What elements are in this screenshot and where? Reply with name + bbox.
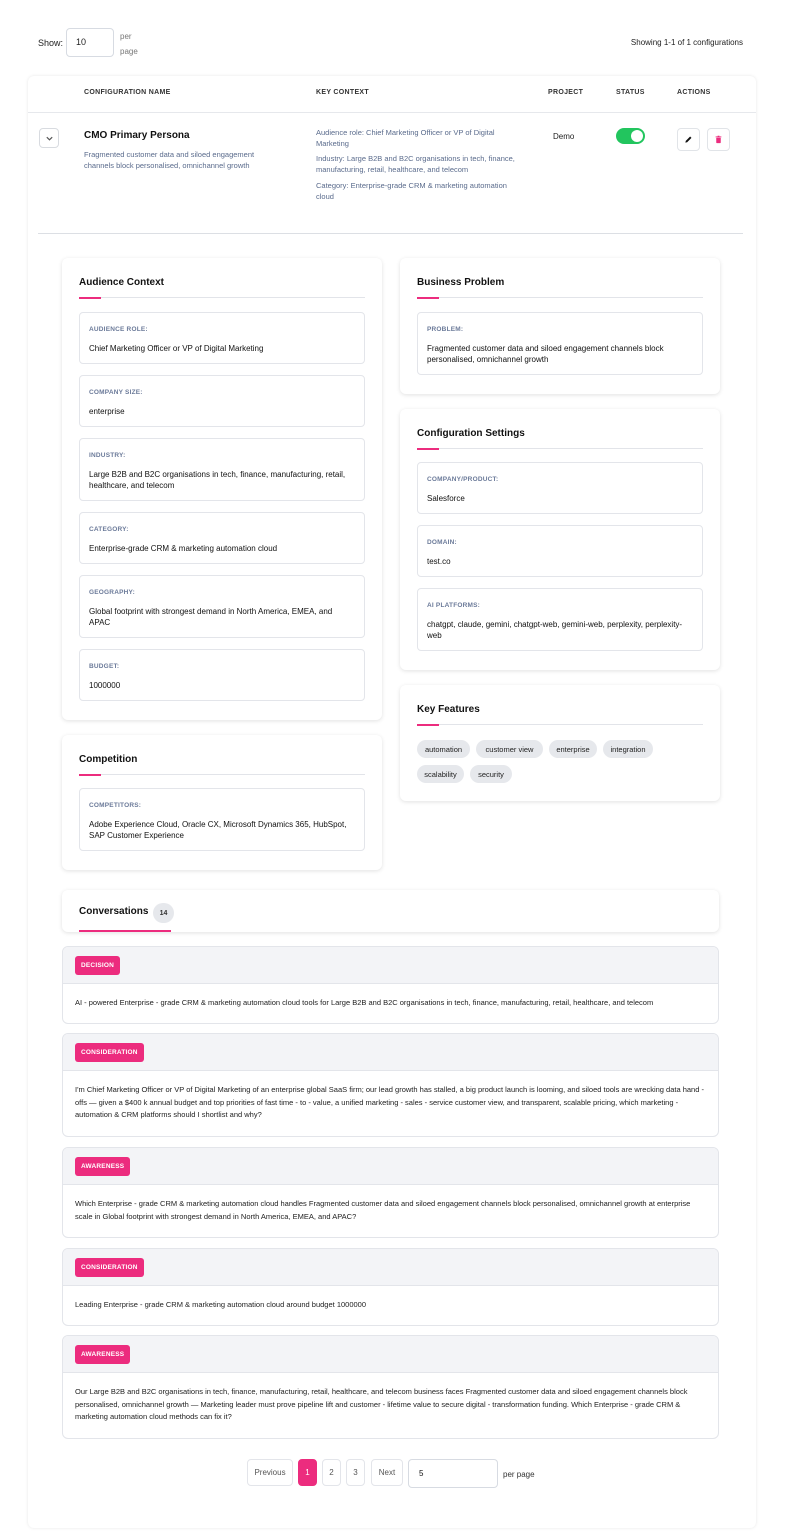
header-configuration-name: CONFIGURATION NAME bbox=[84, 89, 171, 96]
field-industry bbox=[79, 438, 365, 501]
pencil-icon bbox=[684, 135, 693, 144]
conversation-item bbox=[62, 1147, 719, 1238]
context-category: Category: Enterprise-grade CRM & marketing automation cloud bbox=[316, 181, 507, 201]
field-ai-platforms bbox=[417, 588, 703, 651]
panel-divider bbox=[79, 297, 365, 298]
show-label: Show: bbox=[38, 38, 64, 48]
previous-page-button[interactable]: Previous bbox=[247, 1459, 293, 1486]
field-value: Enterprise-grade CRM & marketing automation cloud bbox=[89, 544, 278, 553]
field-value: chatgpt, claude, gemini, chatgpt-web, gemini-web, perplexity, perplexity-web bbox=[427, 620, 683, 640]
edit-button[interactable] bbox=[677, 128, 700, 151]
context-audience-role: Audience role: Chief Marketing Officer or VP of Digital Marketing bbox=[316, 128, 495, 148]
page-2-button[interactable]: 2 bbox=[322, 1459, 341, 1486]
per-page-input[interactable]: 5 bbox=[408, 1459, 498, 1488]
conversation-item bbox=[62, 1335, 719, 1439]
table-toolbar bbox=[38, 28, 748, 60]
conversation-header bbox=[63, 1336, 718, 1373]
field-domain bbox=[417, 525, 703, 577]
feature-tag: enterprise bbox=[549, 740, 597, 758]
conversation-text: I'm Chief Marketing Officer or VP of Digital Marketing of an enterprise global SaaS firm; our lead growth has stalled, a big product launch is looming, and siloed tools are wrecking data hand - offs — given a $400 k annual budget and top priorities of fast time - to - value, a unified marketing - sales - service customer view, and transparent, scalable pricing, which marketing - automation & CRM platforms should I shortlist and why? bbox=[75, 1085, 704, 1119]
status-toggle[interactable] bbox=[616, 128, 645, 144]
field-category bbox=[79, 512, 365, 564]
feature-tag: customer view bbox=[476, 740, 543, 758]
conversations-underline bbox=[79, 930, 171, 932]
conversation-header bbox=[63, 1148, 718, 1185]
field-value: Adobe Experience Cloud, Oracle CX, Microsoft Dynamics 365, HubSpot, SAP Customer Experience bbox=[89, 820, 347, 840]
header-actions: ACTIONS bbox=[677, 89, 711, 96]
header-project: PROJECT bbox=[548, 89, 584, 96]
conversation-item bbox=[62, 1248, 719, 1326]
page-3-button[interactable]: 3 bbox=[346, 1459, 365, 1486]
field-value: Large B2B and B2C organisations in tech, finance, manufacturing, retail, healthcare, and telecom bbox=[89, 470, 346, 490]
next-page-button[interactable]: Next bbox=[371, 1459, 403, 1486]
field-label: COMPANY SIZE: bbox=[89, 389, 143, 396]
feature-tag: integration bbox=[603, 740, 653, 758]
conversations-count-badge: 14 bbox=[153, 903, 174, 923]
per-page-label: per page bbox=[120, 32, 138, 56]
field-value: Global footprint with strongest demand in North America, EMEA, and APAC bbox=[89, 607, 333, 627]
audience-context-panel bbox=[62, 258, 382, 720]
field-value: Chief Marketing Officer or VP of Digital Marketing bbox=[89, 344, 264, 353]
header-status: STATUS bbox=[616, 89, 645, 96]
configuration-settings-panel bbox=[400, 409, 720, 670]
competition-panel bbox=[62, 735, 382, 870]
stage-badge: AWARENESS bbox=[75, 1345, 130, 1364]
field-label: AUDIENCE ROLE: bbox=[89, 326, 148, 333]
page-size-input[interactable]: 10 bbox=[66, 28, 114, 57]
field-budget bbox=[79, 649, 365, 701]
conversation-header bbox=[63, 947, 718, 984]
conversation-item bbox=[62, 946, 719, 1024]
conversation-header bbox=[63, 1249, 718, 1286]
panel-title: Configuration Settings bbox=[417, 428, 525, 439]
conversation-text: Which Enterprise - grade CRM & marketing automation cloud handles Fragmented customer data and siloed engagement channels block personalised, omnichannel growth at enterprise scale in Global footprint with strongest demand in North America, EMEA, and APAC? bbox=[75, 1199, 691, 1221]
field-problem bbox=[417, 312, 703, 375]
panel-title: Competition bbox=[79, 754, 138, 765]
header-divider bbox=[28, 112, 756, 113]
field-company-size bbox=[79, 375, 365, 427]
business-problem-panel bbox=[400, 258, 720, 394]
header-key-context: KEY CONTEXT bbox=[316, 89, 369, 96]
field-geography bbox=[79, 575, 365, 638]
field-label: BUDGET: bbox=[89, 663, 120, 670]
feature-tag: scalability bbox=[417, 765, 464, 783]
field-label: DOMAIN: bbox=[427, 539, 457, 546]
row-divider bbox=[38, 233, 743, 234]
panel-divider bbox=[417, 724, 703, 725]
chevron-down-icon bbox=[45, 134, 54, 143]
stage-badge: DECISION bbox=[75, 956, 120, 975]
trash-icon bbox=[714, 135, 723, 144]
conversations-title: Conversations bbox=[79, 906, 149, 917]
conversation-text: AI - powered Enterprise - grade CRM & marketing automation cloud tools for Large B2B and B2C organisations in tech, finance, manufacturing, retail, healthcare, and telecom bbox=[75, 998, 654, 1007]
field-label: COMPANY/PRODUCT: bbox=[427, 476, 499, 483]
panel-title: Key Features bbox=[417, 704, 480, 715]
key-features-panel bbox=[400, 685, 720, 801]
conversations-header bbox=[62, 890, 719, 932]
per-page-text: per page bbox=[503, 1470, 535, 1479]
expand-row-button[interactable] bbox=[39, 128, 59, 148]
configurations-table bbox=[28, 76, 756, 1528]
field-value: Fragmented customer data and siloed engagement channels block personalised, omnichannel growth bbox=[427, 344, 664, 364]
field-label: COMPETITORS: bbox=[89, 802, 142, 809]
toggle-knob bbox=[631, 130, 643, 142]
feature-tag: security bbox=[470, 765, 512, 783]
context-industry: Industry: Large B2B and B2C organisations in tech, finance, manufacturing, retail, healthcare, and telecom bbox=[316, 154, 515, 174]
configuration-title: CMO Primary Persona bbox=[84, 130, 190, 141]
stage-badge: CONSIDERATION bbox=[75, 1043, 144, 1062]
page-1-button[interactable]: 1 bbox=[298, 1459, 317, 1486]
panel-title: Business Problem bbox=[417, 277, 505, 288]
panel-divider bbox=[417, 297, 703, 298]
field-competitors bbox=[79, 788, 365, 851]
field-company-product bbox=[417, 462, 703, 514]
conversation-item bbox=[62, 1033, 719, 1137]
field-audience-role bbox=[79, 312, 365, 364]
project-name: Demo bbox=[553, 132, 575, 141]
configuration-description: Fragmented customer data and siloed engagement channels block personalised, omnichannel growth bbox=[84, 150, 255, 170]
showing-count: Showing 1-1 of 1 configurations bbox=[630, 38, 743, 47]
field-label: PROBLEM: bbox=[427, 326, 464, 333]
field-value: 1000000 bbox=[89, 681, 121, 690]
field-value: test.co bbox=[427, 557, 451, 566]
stage-badge: AWARENESS bbox=[75, 1157, 130, 1176]
feature-tag: automation bbox=[417, 740, 470, 758]
panel-divider bbox=[79, 774, 365, 775]
panel-divider bbox=[417, 448, 703, 449]
field-value: Salesforce bbox=[427, 494, 465, 503]
field-label: GEOGRAPHY: bbox=[89, 589, 135, 596]
conversation-header bbox=[63, 1034, 718, 1071]
conversation-text: Leading Enterprise - grade CRM & marketing automation cloud around budget 1000000 bbox=[75, 1300, 367, 1309]
panel-title: Audience Context bbox=[79, 277, 165, 288]
field-label: INDUSTRY: bbox=[89, 452, 126, 459]
field-label: AI PLATFORMS: bbox=[427, 602, 481, 609]
delete-button[interactable] bbox=[707, 128, 730, 151]
conversation-text: Our Large B2B and B2C organisations in tech, finance, manufacturing, retail, healthcare, and telecom business faces Fragmented customer data and siloed engagement channels block personalised, omnichannel growth — Marketing leader must prove pipeline lift and customer - lifetime value to secure digital - transformation funding. Which Enterprise - grade CRM & marketing automation cloud methods can fix it? bbox=[75, 1387, 688, 1421]
field-value: enterprise bbox=[89, 407, 125, 416]
field-label: CATEGORY: bbox=[89, 526, 129, 533]
stage-badge: CONSIDERATION bbox=[75, 1258, 144, 1277]
